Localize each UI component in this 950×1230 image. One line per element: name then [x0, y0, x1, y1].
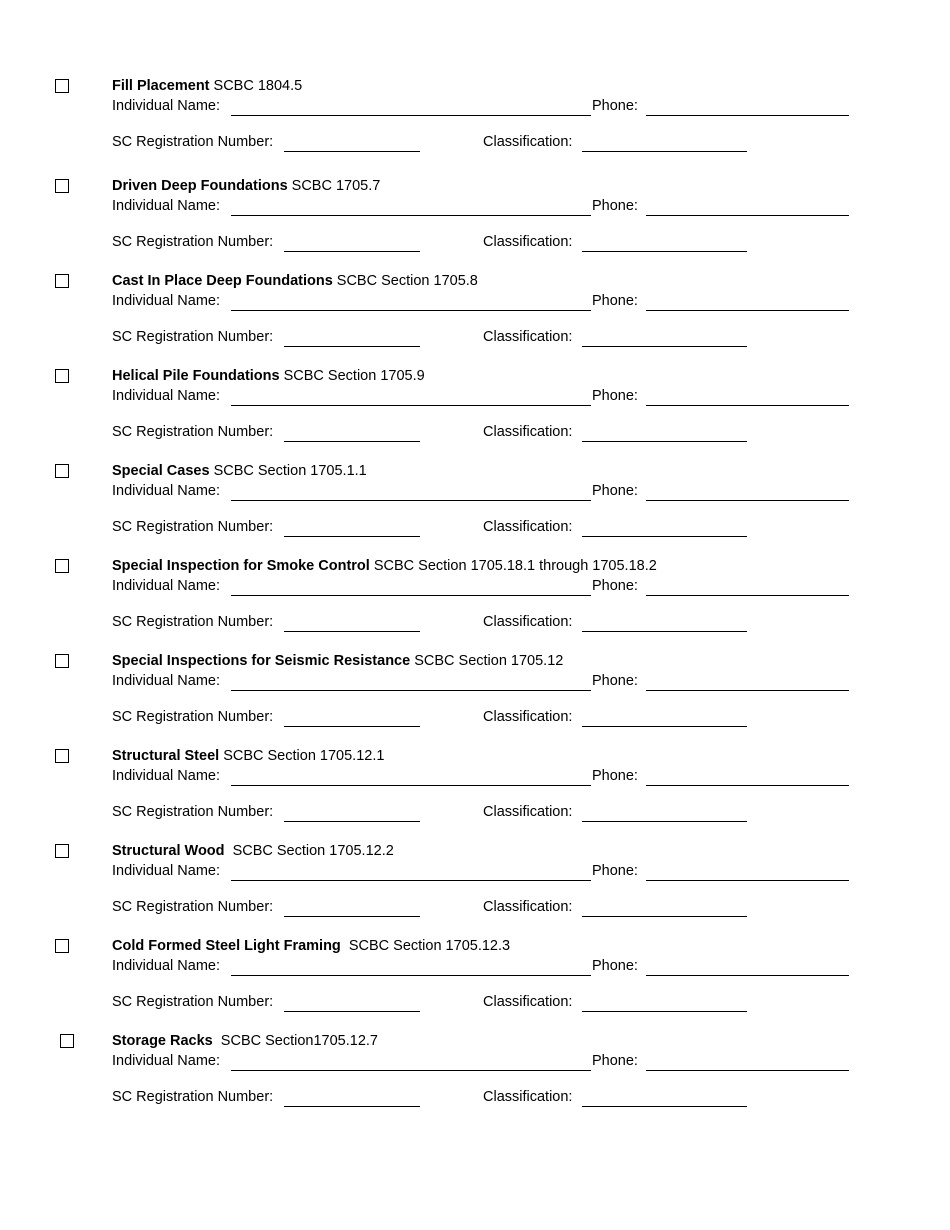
section-title-code: SCBC 1804.5 [209, 78, 303, 94]
classification-label: Classification: [483, 1089, 573, 1105]
classification-label: Classification: [483, 994, 573, 1010]
section-checkbox[interactable] [55, 179, 69, 193]
section-title-bold: Helical Pile Foundations [112, 368, 280, 384]
classification-label: Classification: [483, 804, 573, 820]
inspection-section [0, 0, 950, 150]
registration-number-label: SC Registration Number: [112, 994, 274, 1010]
inspection-section [0, 100, 950, 250]
individual-name-label: Individual Name: [112, 863, 220, 879]
individual-name-label: Individual Name: [112, 768, 220, 784]
section-title-code: SCBC Section 1705.12.3 [340, 938, 511, 954]
inspection-section [0, 385, 950, 535]
section-title [112, 78, 302, 95]
section-checkbox[interactable] [55, 79, 69, 93]
registration-number-label: SC Registration Number: [112, 519, 274, 535]
section-title-bold: Structural Steel [112, 748, 220, 764]
phone-label: Phone: [592, 388, 638, 404]
registration-number-underline [284, 1106, 420, 1107]
inspection-section [0, 575, 950, 725]
inspection-section [0, 670, 950, 820]
section-title [112, 1033, 378, 1050]
registration-number-label: SC Registration Number: [112, 234, 274, 250]
section-title-bold: Structural Wood [112, 843, 225, 859]
section-title [112, 463, 367, 480]
section-checkbox[interactable] [55, 844, 69, 858]
registration-number-label: SC Registration Number: [112, 424, 274, 440]
registration-number-label: SC Registration Number: [112, 804, 274, 820]
registration-number-label: SC Registration Number: [112, 1089, 274, 1105]
classification-input[interactable] [582, 1089, 747, 1106]
section-title [112, 938, 510, 955]
phone-input[interactable] [646, 1053, 849, 1070]
phone-label: Phone: [592, 98, 638, 114]
individual-name-label: Individual Name: [112, 98, 220, 114]
section-checkbox[interactable] [55, 939, 69, 953]
registration-number-label: SC Registration Number: [112, 709, 274, 725]
individual-name-input[interactable] [231, 1053, 591, 1070]
section-title [112, 558, 657, 575]
individual-name-label: Individual Name: [112, 578, 220, 594]
classification-label: Classification: [483, 709, 573, 725]
individual-name-label: Individual Name: [112, 293, 220, 309]
phone-label: Phone: [592, 958, 638, 974]
classification-label: Classification: [483, 234, 573, 250]
section-title-bold: Fill Placement [112, 78, 210, 94]
individual-name-label: Individual Name: [112, 198, 220, 214]
section-title-bold: Storage Racks [112, 1033, 213, 1049]
section-title-code: SCBC Section 1705.12 [410, 653, 564, 669]
section-checkbox[interactable] [55, 749, 69, 763]
section-title [112, 843, 394, 860]
inspection-section [0, 765, 950, 915]
section-title-bold: Special Inspection for Smoke Control [112, 558, 370, 574]
registration-number-label: SC Registration Number: [112, 329, 274, 345]
section-checkbox[interactable] [55, 559, 69, 573]
section-title [112, 653, 563, 670]
section-title-code: SCBC Section1705.12.7 [212, 1033, 378, 1049]
section-checkbox[interactable] [55, 274, 69, 288]
section-title-bold: Cold Formed Steel Light Framing [112, 938, 341, 954]
inspection-section [0, 955, 950, 1105]
inspection-section [0, 860, 950, 1010]
section-title-bold: Special Cases [112, 463, 210, 479]
inspection-section [0, 290, 950, 440]
individual-name-label: Individual Name: [112, 1053, 220, 1069]
section-title-bold: Cast In Place Deep Foundations [112, 273, 333, 289]
phone-label: Phone: [592, 483, 638, 499]
classification-label: Classification: [483, 134, 573, 150]
inspection-section [0, 480, 950, 630]
classification-label: Classification: [483, 519, 573, 535]
section-title-code: SCBC Section 1705.18.1 through 1705.18.2 [369, 558, 657, 574]
phone-label: Phone: [592, 863, 638, 879]
phone-label: Phone: [592, 198, 638, 214]
classification-label: Classification: [483, 329, 573, 345]
individual-name-label: Individual Name: [112, 483, 220, 499]
individual-name-label: Individual Name: [112, 958, 220, 974]
classification-underline [582, 1106, 747, 1107]
section-checkbox[interactable] [55, 464, 69, 478]
phone-label: Phone: [592, 673, 638, 689]
section-checkbox[interactable] [55, 369, 69, 383]
section-title-bold: Driven Deep Foundations [112, 178, 288, 194]
registration-number-label: SC Registration Number: [112, 614, 274, 630]
phone-label: Phone: [592, 578, 638, 594]
registration-number-label: SC Registration Number: [112, 134, 274, 150]
phone-underline [646, 1070, 849, 1071]
section-title [112, 178, 380, 195]
classification-label: Classification: [483, 899, 573, 915]
section-title-code: SCBC Section 1705.12.2 [224, 843, 394, 859]
individual-name-label: Individual Name: [112, 388, 220, 404]
section-title [112, 273, 478, 290]
section-checkbox[interactable] [60, 1034, 74, 1048]
registration-number-label: SC Registration Number: [112, 899, 274, 915]
section-title [112, 748, 384, 765]
section-title [112, 368, 425, 385]
phone-label: Phone: [592, 1053, 638, 1069]
phone-label: Phone: [592, 768, 638, 784]
section-checkbox[interactable] [55, 654, 69, 668]
classification-label: Classification: [483, 614, 573, 630]
section-title-bold: Special Inspections for Seismic Resistance [112, 653, 411, 669]
registration-number-input[interactable] [284, 1089, 420, 1106]
individual-name-label: Individual Name: [112, 673, 220, 689]
section-title-code: SCBC 1705.7 [287, 178, 381, 194]
inspection-section [0, 195, 950, 345]
section-title-code: SCBC Section 1705.8 [332, 273, 478, 289]
section-title-code: SCBC Section 1705.1.1 [209, 463, 367, 479]
classification-label: Classification: [483, 424, 573, 440]
phone-label: Phone: [592, 293, 638, 309]
section-title-code: SCBC Section 1705.9 [279, 368, 425, 384]
individual-name-underline [231, 1070, 591, 1071]
section-title-code: SCBC Section 1705.12.1 [219, 748, 385, 764]
